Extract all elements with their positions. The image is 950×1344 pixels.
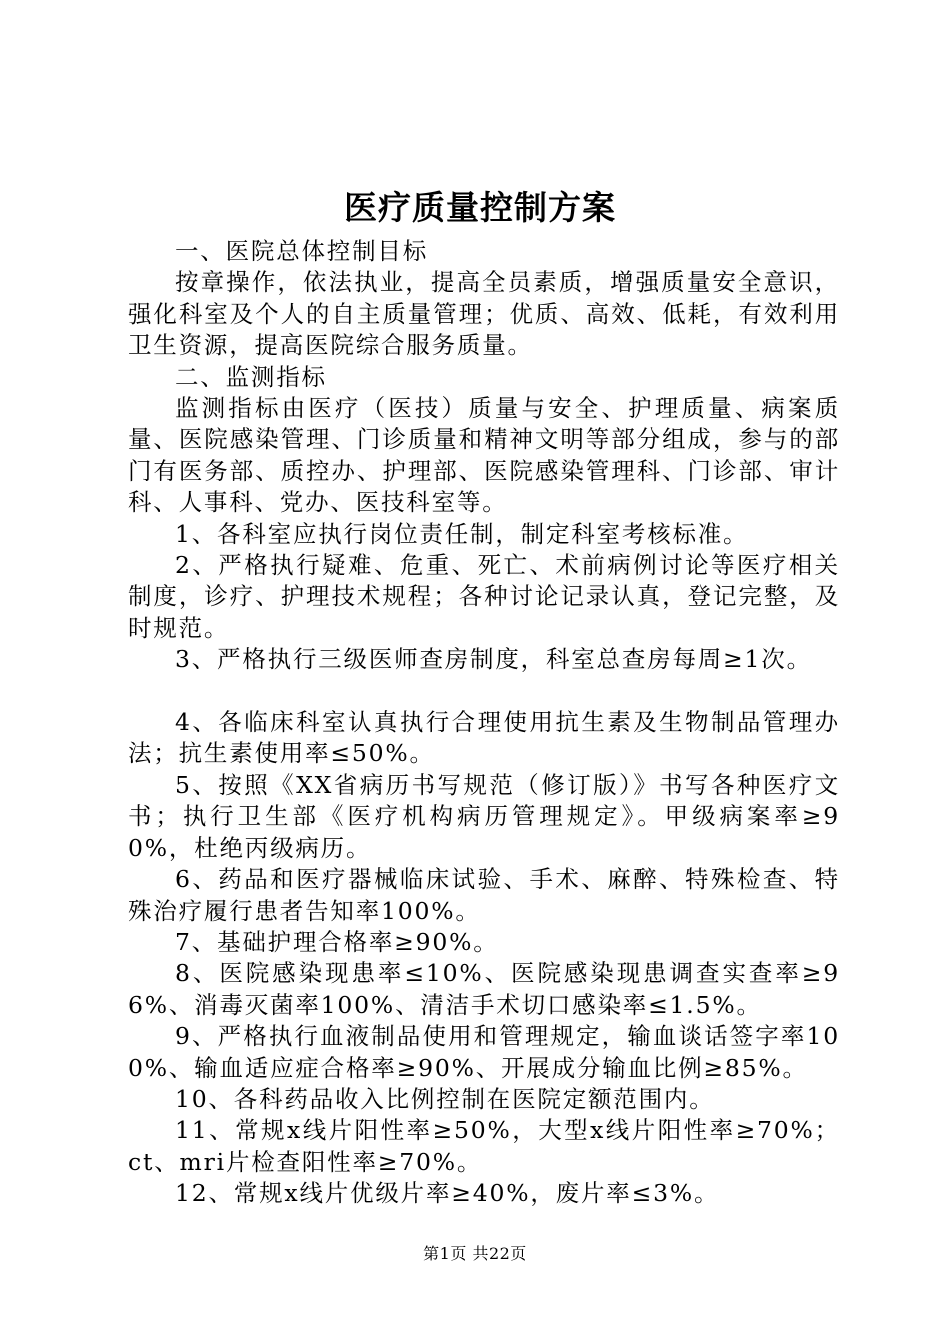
item-2: 2、严格执行疑难、危重、死亡、术前病例讨论等医疗相关制度，诊疗、护理技术规程；各种讨论记录认真，登记完整，及时规范。: [128, 551, 840, 642]
item-6: 6、药品和医疗器械临床试验、手术、麻醉、特殊检查、特殊治疗履行患者告知率100%。: [128, 865, 840, 925]
item-5: 5、按照《XX省病历书写规范（修订版）》书写各种医疗文书；执行卫生部《医疗机构病历管理规定》。甲级病案率≥90%，杜绝丙级病历。: [128, 770, 840, 862]
item-3: 3、严格执行三级医师查房制度，科室总查房每周≥1次。: [175, 645, 812, 674]
item-9: 9、严格执行血液制品使用和管理规定，输血谈话签字率100%、输血适应症合格率≥90%、开展成分输血比例≥85%。: [128, 1022, 840, 1082]
paragraph-monitoring-indicators: 监测指标由医疗（医技）质量与安全、护理质量、病案质量、医院感染管理、门诊质量和精神文明等部分组成，参与的部门有医务部、质控办、护理部、医院感染管理科、门诊部、审计科、人事科、党办、医技科室等。: [128, 394, 840, 517]
paragraph-general-goal: 按章操作，依法执业，提高全员素质，增强质量安全意识，强化科室及个人的自主质量管理；优质、高效、低耗，有效利用卫生资源，提高医院综合服务质量。: [128, 268, 840, 360]
item-12: 12、常规x线片优级片率≥40%，废片率≤3%。: [175, 1179, 720, 1208]
page-footer: 第1页 共22页: [423, 1244, 527, 1263]
heading-general-goal: 一、医院总体控制目标: [175, 237, 428, 265]
document-title: 医疗质量控制方案: [344, 188, 616, 227]
item-10: 10、各科药品收入比例控制在医院定额范围内。: [175, 1084, 715, 1113]
item-11: 11、常规x线片阳性率≥50%，大型x线片阳性率≥70%；ct、mri片检查阳性率≥70%。: [128, 1116, 840, 1176]
blank-line: [128, 676, 840, 707]
item-1: 1、各科室应执行岗位责任制，制定科室考核标准。: [175, 519, 749, 548]
document-body: [128, 236, 840, 1210]
heading-monitoring-indicators: 二、监测指标: [175, 362, 327, 391]
item-7: 7、基础护理合格率≥90%。: [175, 927, 499, 956]
item-4: 4、各临床科室认真执行合理使用抗生素及生物制品管理办法；抗生素使用率≤50%。: [128, 708, 840, 768]
item-8: 8、医院感染现患率≤10%、医院感染现患调查实查率≥96%、消毒灭菌率100%、清洁手术切口感染率≤1.5%。: [128, 959, 840, 1019]
